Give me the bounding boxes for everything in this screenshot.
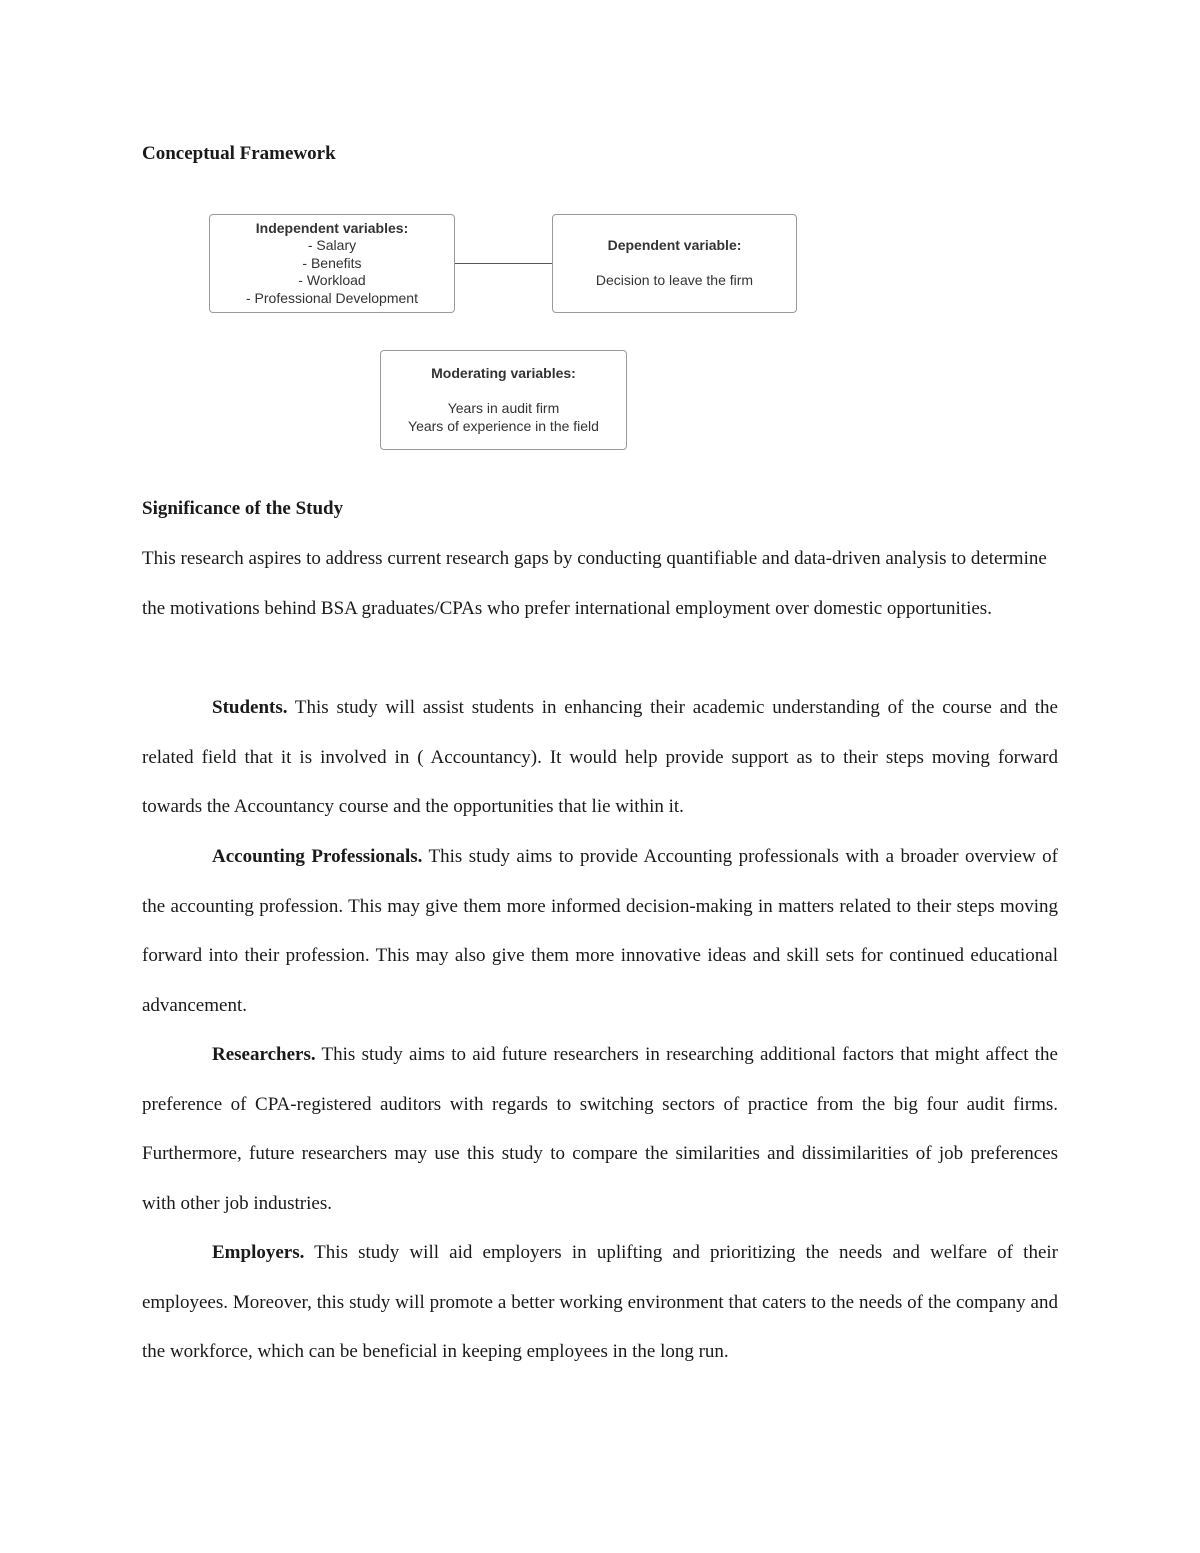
employers-paragraph: [142, 1228, 1058, 1377]
independent-variables-box: [209, 214, 455, 313]
dependent-variable-box: [552, 214, 797, 313]
conceptual-framework-heading: Conceptual Framework: [142, 143, 336, 164]
dependent-variable-text: Decision to leave the firm: [595, 272, 754, 289]
intro-paragraph: This research aspires to address current research gaps by conducting quantifiable and data-driven analysis to determine the motivations behind BSA graduates/CPAs who prefer international employment over domestic opportunities.: [142, 548, 1047, 619]
employers-lead: Employers.: [212, 1242, 305, 1263]
moderating-variables-box: [380, 350, 627, 450]
independent-variable-item: - Salary: [307, 237, 357, 254]
independent-variable-item: - Workload: [298, 272, 366, 289]
significance-heading: Significance of the Study: [142, 498, 344, 519]
researchers-lead: Researchers.: [212, 1044, 316, 1065]
independent-variable-item: - Professional Development: [246, 289, 418, 306]
accounting-professionals-text: This study aims to provide Accounting professionals with a broader overview of the accounting profession. This may give them more informed decision-making in matters related to their steps moving forward into their profession. This may also give them more innovative ideas and skill sets for continued educational advancement.: [142, 846, 1058, 1016]
independent-variables-title: Independent variables:: [255, 219, 409, 236]
connector-line: [455, 263, 552, 264]
conceptual-framework-diagram: [0, 0, 1200, 480]
students-lead: Students.: [212, 697, 288, 718]
moderating-variables-title: Moderating variables:: [431, 365, 576, 381]
moderating-variable-item: Years of experience in the field: [408, 417, 599, 434]
independent-variable-item: - Benefits: [302, 254, 362, 271]
accounting-professionals-paragraph: [142, 832, 1058, 1030]
dependent-variable-title: Dependent variable:: [607, 237, 742, 254]
researchers-paragraph: [142, 1030, 1058, 1228]
moderating-variable-item: Years in audit firm: [447, 400, 560, 416]
students-paragraph: [142, 683, 1058, 832]
accounting-professionals-lead: Accounting Professionals.: [212, 846, 423, 867]
researchers-text: This study aims to aid future researchers in researching additional factors that might affect the preference of CPA-registered auditors with regards to switching sectors of practice from the big four audit firms. Furthermore, future researchers may use this study to compare the similarities and dissimilarities of job preferences with other job industries.: [142, 1044, 1058, 1214]
employers-text: This study will aid employers in uplifting and prioritizing the needs and welfare of their employees. Moreover, this study will promote a better working environment that caters to the needs of the company and the workforce, which can be beneficial in keeping employees in the long run.: [142, 1242, 1058, 1363]
students-text: This study will assist students in enhancing their academic understanding of the course and the related field that it is involved in ( Accountancy). It would help provide support as to their steps moving forward towards the Accountancy course and the opportunities that lie within it.: [142, 697, 1058, 818]
